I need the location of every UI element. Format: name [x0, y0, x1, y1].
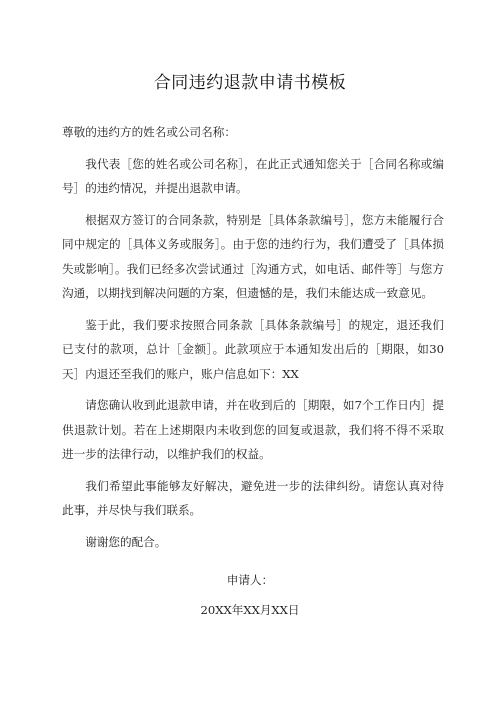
document-title: 合同违约退款申请书模板	[153, 73, 347, 93]
paragraph-refund-demand: 鉴于此，我们要求按照合同条款［具体条款编号］的规定，退还我们已支付的款项，总计［金额］。此款项应于本通知发出后的［期限，如30天］内退还至我们的账户，账户信息如下：XX	[62, 317, 444, 381]
paragraph-confirmation-request: 请您确认收到此退款申请，并在收到后的［期限，如7个工作日内］提供退款计划。若在上述期限内未收到您的回复或退款，我们将不得不采取进一步的法律行动，以维护我们的权益。	[62, 398, 444, 461]
signature-block	[0, 565, 500, 625]
applicant-label: 申请人：	[226, 573, 274, 587]
paragraph-thanks: 谢谢您的配合。	[85, 534, 167, 549]
paragraph-breach-details: 根据双方签订的合同条款，特别是［具体条款编号］，您方未能履行合同中规定的［具体义务或服务］。由于您的违约行为，我们遭受了［具体损失或影响］。我们已经多次尝试通过［沟通方式，如电话、邮件等］与您方沟通，以期找到解决问题的方案，但遗憾的是，我们未能达成一致意见。	[62, 212, 444, 300]
salutation: 尊敬的违约方的姓名或公司名称：	[62, 125, 236, 139]
signature-date: 20XX年XX月XX日	[200, 603, 300, 617]
document-body	[62, 120, 444, 561]
paragraph-amicable-resolution: 我们希望此事能够友好解决，避免进一步的法律纠纷。请您认真对待此事，并尽快与我们联系。	[62, 478, 444, 517]
paragraph-notice: 我代表［您的姓名或公司名称］，在此正式通知您关于［合同名称或编号］的违约情况，并提出退款申请。	[62, 156, 444, 195]
